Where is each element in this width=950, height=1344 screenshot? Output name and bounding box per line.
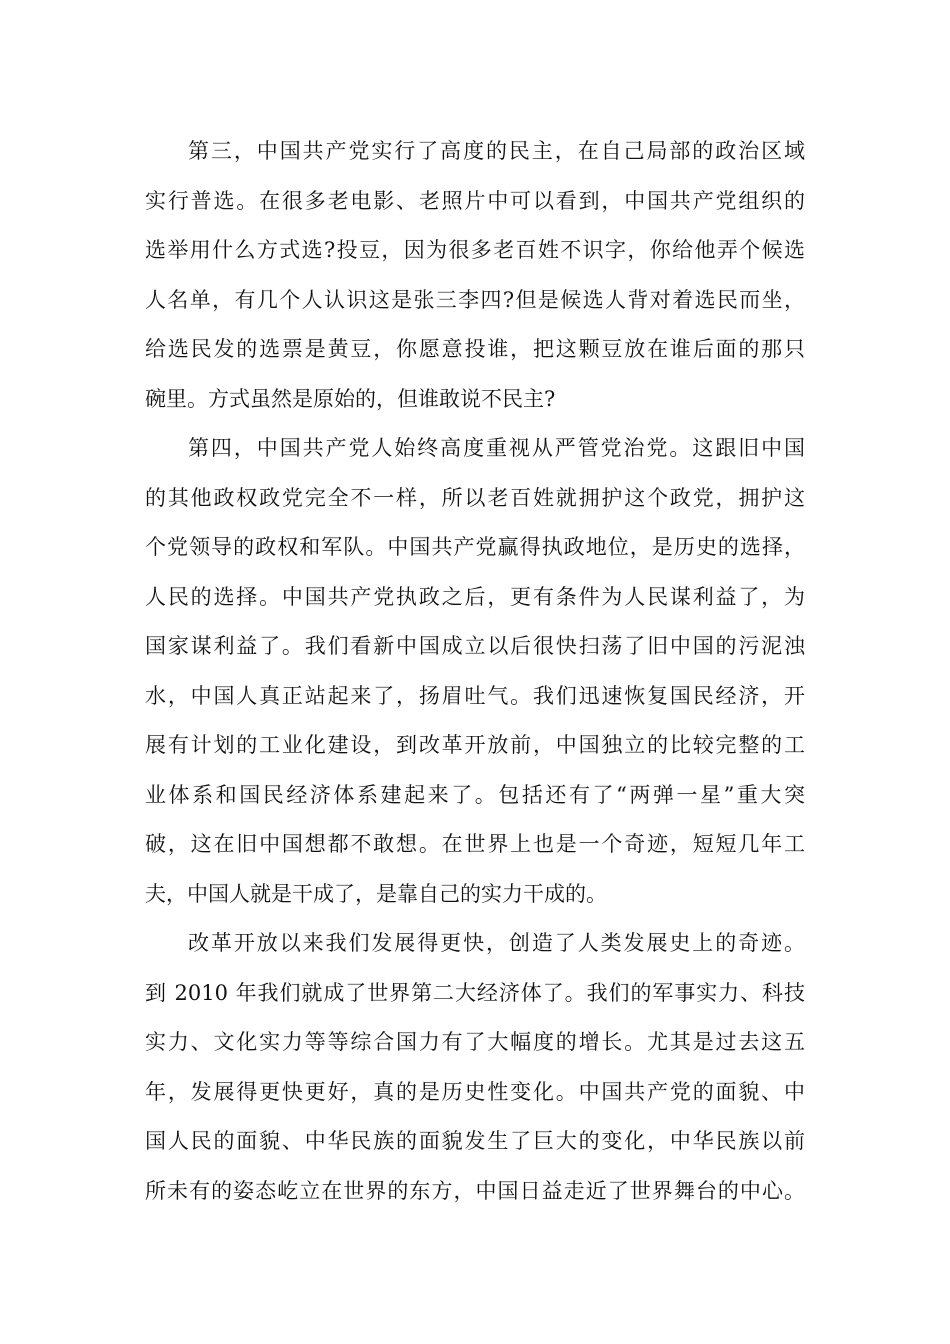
paragraph-line: 第四，中国共产党人始终高度重视从严管党治党。这跟旧中国 — [188, 436, 805, 460]
paragraph-line: 国家谋利益了。我们看新中国成立以后很快扫荡了旧中国的污泥浊 — [145, 634, 805, 658]
paragraph-2 — [145, 424, 805, 919]
paragraph-line: 的其他政权政党完全不一样，所以老百姓就拥护这个政党，拥护这 — [145, 485, 805, 510]
paragraph-line: 实行普选。在很多老电影、老照片中可以看到，中国共产党组织的 — [145, 188, 805, 213]
paragraph-line: 夫，中国人就是干成了，是靠自己的实力干成的。 — [145, 881, 607, 906]
paragraph-line: 到 2010 年我们就成了世界第二大经济体了。我们的军事实力、科技 — [145, 980, 805, 1005]
paragraph-3 — [145, 919, 805, 1216]
paragraph-line: 第三，中国共产党实行了高度的民主，在自己局部的政治区域 — [188, 139, 805, 163]
paragraph-line: 展有计划的工业化建设，到改革开放前，中国独立的比较完整的工 — [145, 733, 805, 757]
paragraph-line: 国人民的面貌、中华民族的面貌发生了巨大的变化，中华民族以前 — [145, 1129, 805, 1153]
paragraph-line: 破，这在旧中国想都不敢想。在世界上也是一个奇迹，短短几年工 — [145, 832, 805, 856]
paragraph-line: 碗里。方式虽然是原始的，但谁敢说不民主? — [145, 386, 556, 411]
paragraph-line: 给选民发的选票是黄豆，你愿意投谁，把这颗豆放在谁后面的那只 — [145, 337, 805, 361]
paragraph-line: 年，发展得更快更好，真的是历史性变化。中国共产党的面貌、中 — [145, 1079, 805, 1104]
paragraph-line: 所未有的姿态屹立在世界的东方，中国日益走近了世界舞台的中心。 — [145, 1178, 805, 1203]
paragraph-line: 实力、文化实力等等综合国力有了大幅度的增长。尤其是过去这五 — [145, 1030, 805, 1054]
paragraph-line: 改革开放以来我们发展得更快，创造了人类发展史上的奇迹。 — [188, 931, 805, 955]
paragraph-line: 业体系和国民经济体系建起来了。包括还有了“两弹一星”重大突 — [145, 782, 805, 807]
paragraph-line: 水，中国人真正站起来了，扬眉吐气。我们迅速恢复国民经济，开 — [145, 683, 805, 708]
paragraph-line: 个党领导的政权和军队。中国共产党赢得执政地位，是历史的选择， — [145, 535, 805, 559]
paragraph-line: 选举用什么方式选?投豆，因为很多老百姓不识字，你给他弄个候选 — [145, 238, 805, 262]
document-body — [145, 127, 805, 1216]
paragraph-line: 人民的选择。中国共产党执政之后，更有条件为人民谋利益了，为 — [145, 584, 805, 609]
paragraph-1 — [145, 127, 805, 424]
paragraph-line: 人名单，有几个人认识这是张三李四?但是候选人背对着选民而坐， — [145, 287, 805, 312]
